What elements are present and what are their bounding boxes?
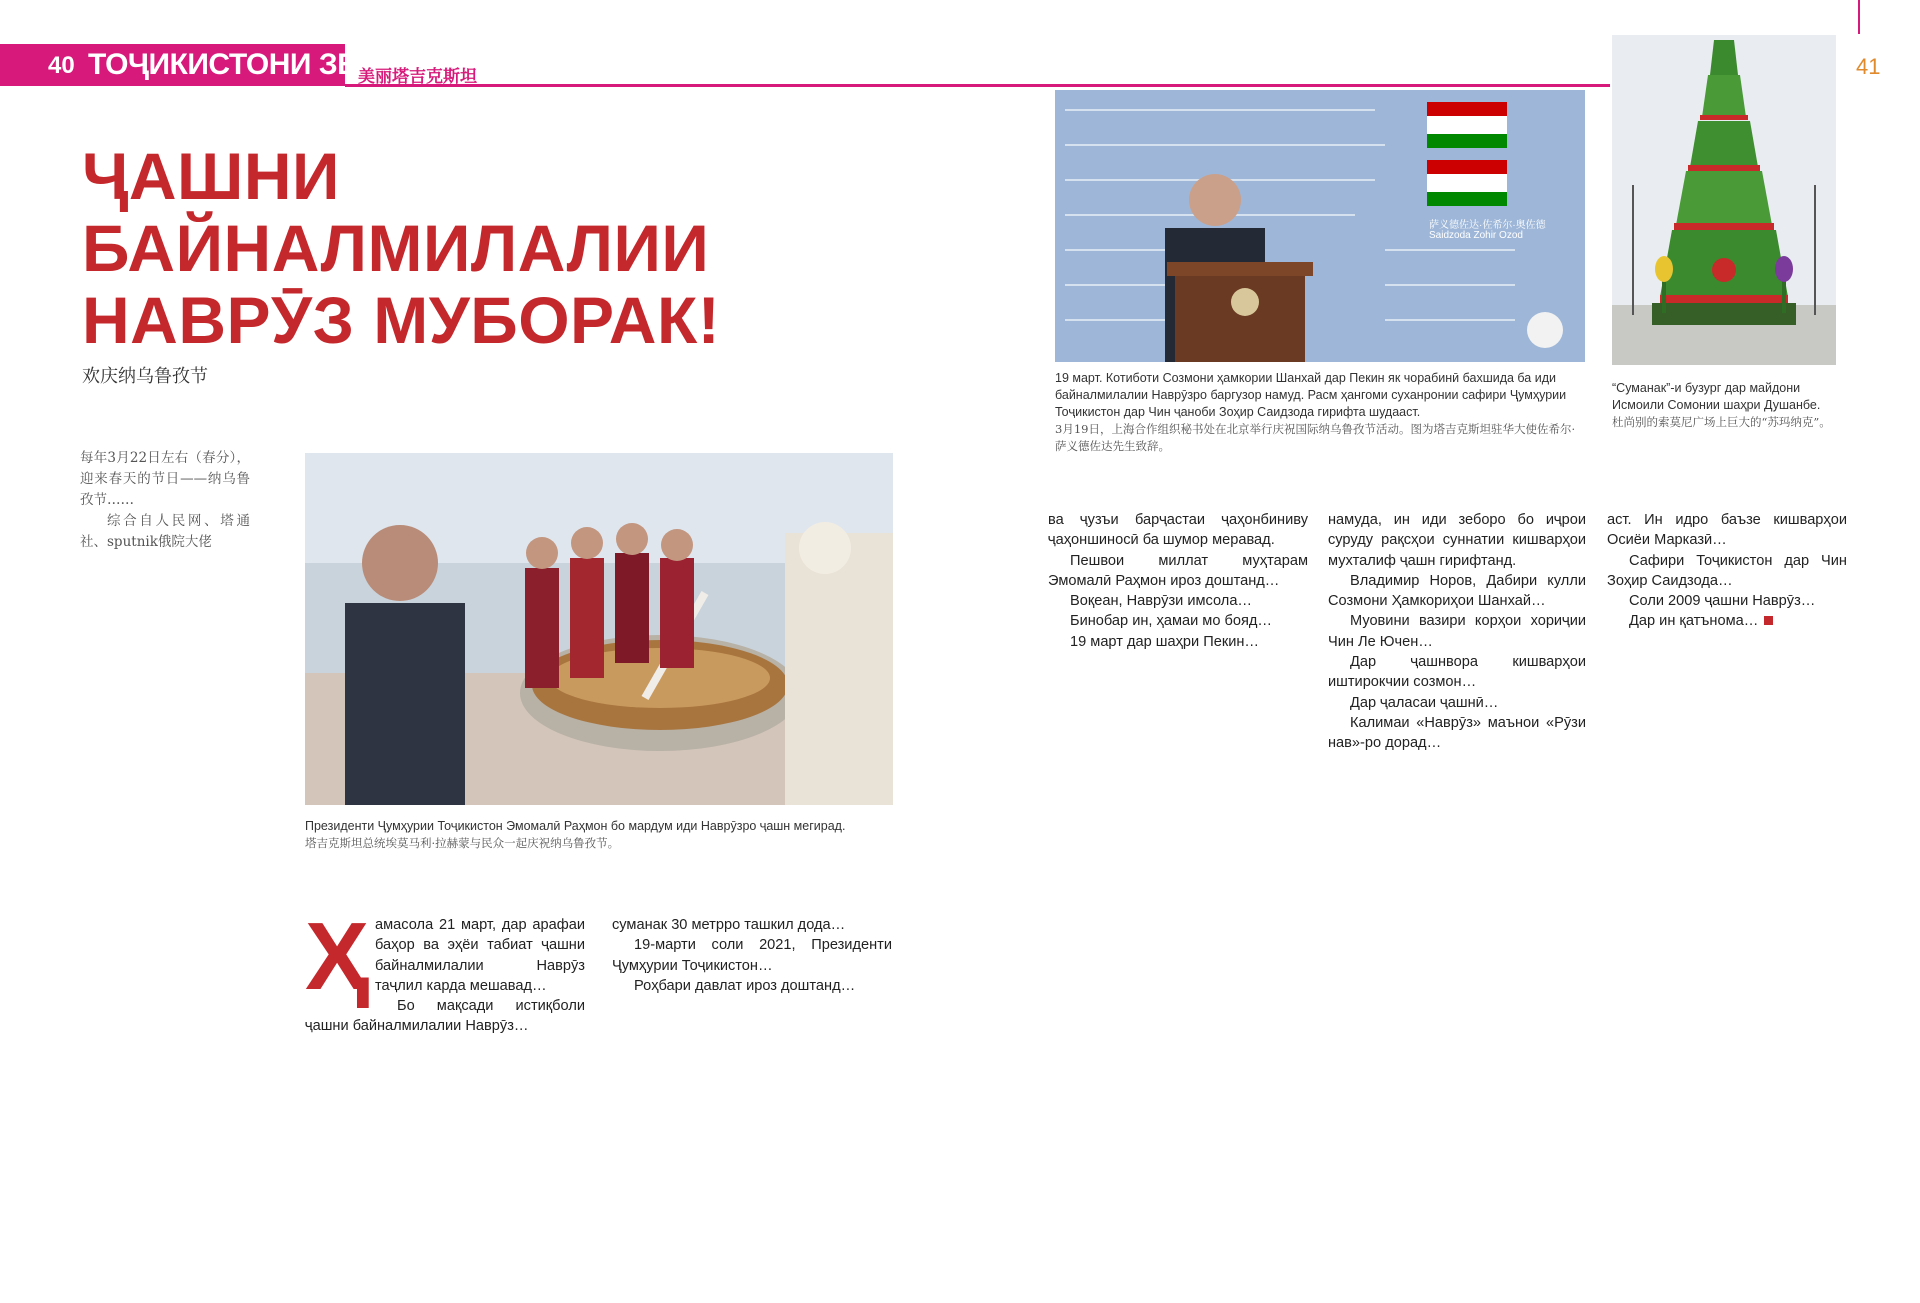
article-paragraph: Роҳбари давлат ироз доштанд… [634,977,856,994]
article-paragraph-text: Дар ин қатънома… [1629,613,1759,630]
caption-photo-1-tj: Президенти Ҷумҳурии Тоҷикистон Эмомалӣ Раҳмон бо мардум иди Наврӯзро ҷашн мегирад. [305,819,846,833]
screen-name-latin: Saidzoda Zohir Ozod [1429,230,1523,241]
screen-name-cn: 萨义德佐达·佐希尔·奥佐德 [1429,220,1546,231]
chinese-summary [80,448,250,553]
caption-photo-2-cn: 3月19日，上海合作组织秘书处在北京举行庆祝国际纳乌鲁孜节活动。图为塔吉克斯坦驻华大使佐希尔·萨义德佐达先生致辞。 [1055,422,1576,453]
article-paragraph: суманак 30 метрро ташкил дода… [612,917,846,933]
photo-ambassador-speech [1055,90,1585,362]
page-number-left: 40 [48,52,75,79]
article-paragraph: Воқеан, Наврӯзи имсола… [1070,593,1253,610]
article-paragraph: Дар ҷашнвора кишварҳои иштирокчии созмон… [1328,654,1586,691]
article-paragraph: 19-марти соли 2021, Президенти Ҷумҳурии Тоҷикистон… [612,937,892,974]
caption-photo-2-tj: 19 март. Котиботи Созмони ҳамкории Шанхай дар Пекин як чорабинӣ бахшида ба иди байналмилалии Наврӯзро баргузор намуд. Расм ҳангоми суханронии сафири Ҷумҳурии Тоҷикистон дар Чин ҷаноби Зоҳир Саидзода гирифта шудааст. [1055,371,1567,419]
article-paragraph: 19 март дар шаҳри Пекин… [1070,633,1260,650]
article-paragraph: Владимир Норов, Дабири кулли Созмони Ҳамкориҳои Шанхай… [1328,572,1586,610]
caption-photo-1 [305,818,905,852]
article-paragraph: Пешвои миллат муҳтарам Эмомалӣ Раҳмон ироз доштанд… [1048,552,1308,589]
article-paragraph: ва ҷузъи барҷастаи ҷаҳонбиниву ҷаҳоншиносӣ ба шумор меравад. [1048,512,1308,549]
page-edge-rule [1858,0,1860,34]
caption-photo-3-cn: 杜尚别的索莫尼广场上巨大的“苏玛纳克”。 [1612,415,1831,429]
article-paragraph: Муовини вазири корҳои хориҷии Чин Ле Ючен… [1328,613,1586,650]
article-column-2 [612,915,892,1295]
article-title [82,140,762,356]
caption-photo-2 [1055,370,1585,455]
article-paragraph: Бо мақсади истиқболи ҷашни байналмилалии Наврӯз… [305,998,585,1035]
photo-president-illustration [305,453,893,805]
article-paragraph: Сафири Тоҷикистон дар Чин Зоҳир Саидзода… [1607,552,1847,589]
drop-cap: Ҳ [305,903,370,1010]
article-paragraph: намуда, ин иди зеборо бо иҷрои суруду рақсҳои суннатии кишварҳои мухталиф ҷашн гирифтанд. [1328,512,1586,569]
section-title-cn: 美丽塔吉克斯坦 [358,67,477,87]
article-paragraph [1607,611,1847,631]
article-paragraph: Бинобар ин, ҳамаи мо бояд… [1070,613,1272,630]
article-paragraph: Калимаи «Наврӯз» маънои «Рӯзи нав»-ро дорад… [1328,714,1586,752]
page-number-right: 41 [1856,54,1881,79]
section-title: ТОҶИКИСТОНИ ЗЕБО [88,48,401,81]
article-paragraph: амасола 21 март, дар арафаи баҳор ва эҳёи табиат ҷашни байналмилалии Наврӯз таҷлил карда мешавад… [375,917,585,994]
article-paragraph: Дар ҷаласаи ҷашнӣ… [1350,694,1499,711]
caption-photo-3-tj: “Суманак”-и бузург дар майдони Исмоили Сомонии шаҳри Душанбе. [1612,381,1821,412]
article-column-1 [305,903,585,1295]
end-mark [1764,616,1773,625]
chinese-summary-source: 综合自人民网、塔通社、sputnik俄院大佬 [80,513,250,550]
photo-sumanak-illustration [1612,35,1836,365]
caption-photo-3 [1612,380,1842,431]
article-column-5 [1607,510,1847,1300]
header-rule [345,84,1610,87]
article-column-4 [1328,510,1586,1300]
title-line-2: БАЙНАЛМИЛАЛИИ [82,211,710,285]
article-paragraph: аст. Ин идро баъзе кишварҳои Осиёи Марказӣ… [1607,512,1847,549]
article-paragraph: Соли 2009 ҷашни Наврӯз… [1629,593,1816,610]
photo-sumanak-tower [1612,35,1836,365]
title-line-3: НАВРӮЗ МУБОРАК! [82,283,721,357]
caption-photo-1-cn: 塔吉克斯坦总统埃莫马利·拉赫蒙与民众一起庆祝纳乌鲁孜节。 [305,836,620,850]
article-column-3 [1048,510,1308,1300]
chinese-summary-paragraph: 每年3月22日左右（春分），迎来春天的节日——纳乌鲁孜节…… [80,450,250,508]
article-subtitle-cn: 欢庆纳乌鲁孜节 [82,366,208,387]
photo-president-navruz [305,453,893,805]
title-line-1: ҶАШНИ [82,139,340,213]
header-bar [0,44,1610,86]
